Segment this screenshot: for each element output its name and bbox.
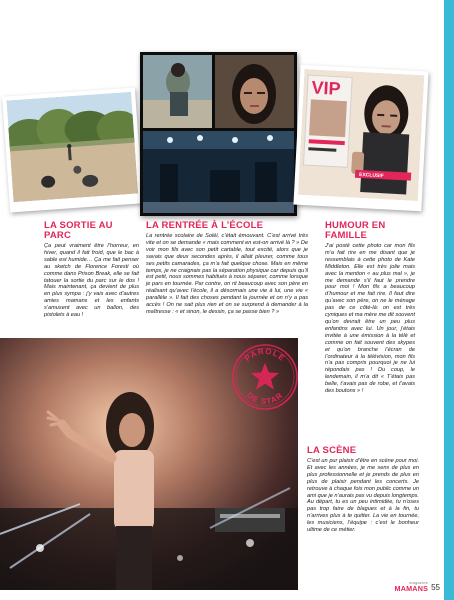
- magazine-brand: [395, 580, 429, 592]
- collage-image: [140, 52, 297, 216]
- section-stage: [307, 446, 419, 534]
- section-park: [44, 221, 139, 319]
- magazine-side-text: EXCLUSIF: [358, 171, 384, 180]
- section-body: La rentrée scolaire de Soléi, c’était émouvant. C’est arrivé très vite et on se demande « mais comment en est-on arrivé là ? » De voir mon fils avec son petit cartable, tout excité, alors que je savais que deux secondes après, il allait pleurer, comme tous ses petits camarades, ça m’a fait quelque chose. Mais en même temps, je ne craignais pas la séparation physique car depuis qu’il est petit, nous sommes habitués à nous séparer, comme lorsque je pars en tournée. Par contre, on rit beaucoup avec son père en réalisant qu’avec l’école, il a désormais une vie à lui, une vie « parallèle ». Il fait des choses pendant la journée et on n’y a pas accès ! On ne sait plus rien et on se surprend à demander à la maîtresse : « et sinon, le dessin, ça se passe bien ? »: [146, 233, 308, 315]
- section-body: C’est un pur plaisir d’être en scène pour moi. Et avec les années, je me sens de plus en plus professionnelle et je prends de plus en plus de plaisir pendant les concerts. Je retrouve à chaque fois mon public comme un ami que je n’aurais pas vu depuis longtemps. Au départ, tu es un peu intimidée, tu n’oses pas trop faire de blagues et à la fin, tu n’arrives plus à te quitter. La vie en tournée, les musiciens, l’équipe : c’est le bonheur ultime de ce métier.: [307, 458, 419, 534]
- edge-color-bar: [444, 0, 454, 600]
- section-body: J’ai posté cette photo car mon fils m’a fait rire en me disant que je ressemblais à cette photo de Kate Middleton. Elle est très jolie mais avec la mention « au plus mal », je me demande s’il faut le prendre pour moi ! Mon fils a beaucoup d’humour et me fait rire. Il faut dire qu’avec son père, on ne le ménage pas de ce côté-là: on est très cyniques et ma mère me dit souvent qu’on devrait être un peu plus enfantins avec lui. Un jour, j’étais invitée à une émission à la télé et comme on fait souvent des skypes et qu’on branche l’écran de l’ordinateur à la télévision, mon fils n’a pas compris pourquoi je ne lui répondais pas ! Du coup, le lendemain, il m’a dit « T’étais pas belle, t’avais pas de robe, et t’avais des boutons » !: [325, 243, 415, 395]
- stamp-graphic: [230, 342, 300, 412]
- stamp-bottom-text: DE STAR: [245, 390, 285, 407]
- section-title: LA SCÈNE: [307, 445, 357, 456]
- magazine-masthead: VIP: [311, 77, 342, 99]
- section-title: LA RENTRÉE À L’ÉCOLE: [146, 220, 264, 231]
- selfie-collage-photo: [140, 52, 297, 216]
- magazine-selfie-photo: [293, 65, 428, 212]
- stamp-top-text: PAROLE: [243, 346, 287, 364]
- section-humour: [325, 221, 415, 395]
- section-body: Ça peut vraiment être l’horreur, en hiver, quand il fait froid, que le bac à sable est humide… Ça me fait penser au sketch de Florence Foresti où comme dans Prison Break, elle se fait tatouer la sortie du parc sur le dos ! Mais maintenant, ça devient de plus en plus sympa : j’y vais avec d’autres amies mamans et les enfants s’amusent avec un ballon, des pistolets à eau !: [44, 243, 139, 319]
- brand-name: MAMANS: [394, 584, 429, 593]
- page-number: 55: [431, 583, 440, 592]
- section-title: LA SORTIE AU PARC: [44, 220, 113, 241]
- magazine-cover-image: [298, 69, 424, 201]
- section-school: [146, 221, 308, 316]
- park-photo: [2, 88, 143, 213]
- parole-de-star-stamp: [230, 342, 300, 412]
- star-icon: [251, 363, 279, 390]
- page-footer: [395, 580, 440, 592]
- section-title: HUMOUR EN FAMILLE: [325, 220, 386, 241]
- svg-text:DE STAR: [245, 391, 285, 407]
- brand-small-text: magazine: [409, 581, 429, 585]
- park-scene-image: [6, 92, 138, 202]
